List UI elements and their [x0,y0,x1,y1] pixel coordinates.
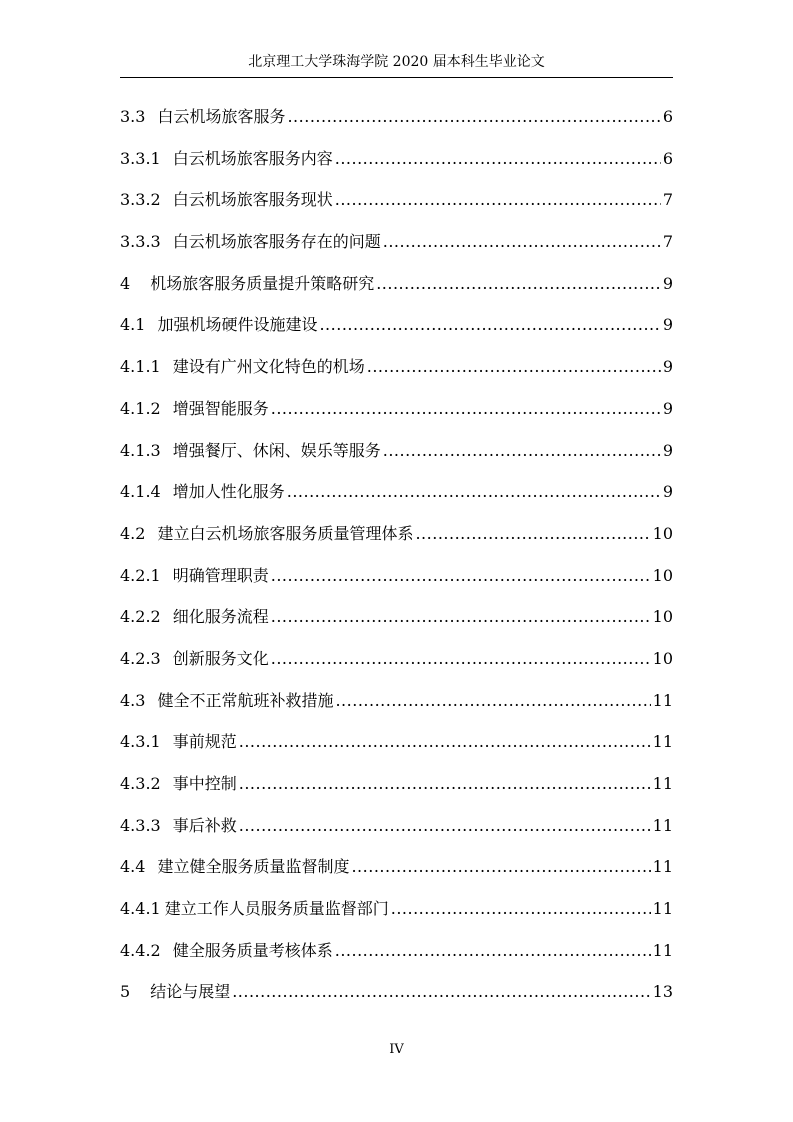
toc-entry-number: 4.2.3 [120,648,161,668]
toc-entry-number: 4.3 [120,690,146,710]
toc-leader-dots [287,471,661,513]
toc-leader-dots [391,888,651,930]
toc-entry-page: 9 [662,273,673,293]
toc-entry-title: 加强机场硬件设施建设 [157,315,318,335]
toc-entry-number: 4.3.1 [120,732,161,752]
toc-entry-page: 6 [662,107,673,126]
toc-entry-number: 4.4.1 [120,899,161,919]
toc-entry-page: 11 [652,690,673,710]
toc-entry-title: 白云机场旅客服务存在的问题 [172,232,381,252]
toc-entry-title: 健全服务质量考核体系 [172,940,333,960]
toc-leader-dots [383,221,661,263]
toc-leader-dots [271,555,651,597]
toc-entry-number: 4.1.1 [120,357,161,377]
toc-entry-number: 4.1.4 [120,482,161,502]
toc-leader-dots [383,430,661,472]
toc-entry-number: 3.3.1 [120,148,161,168]
toc-entry[interactable] [120,721,673,763]
toc-leader-dots [239,721,651,763]
toc-entry-title: 白云机场旅客服务内容 [172,148,333,168]
toc-entry-page: 11 [652,857,673,877]
toc-entry[interactable] [120,179,673,221]
header-divider [120,77,673,78]
toc-leader-dots [319,304,660,346]
toc-entry-title: 明确管理职责 [172,565,269,585]
toc-entry[interactable] [120,471,673,513]
toc-entry[interactable] [120,680,673,722]
toc-entry[interactable] [120,805,673,847]
toc-entry-page: 10 [652,523,673,543]
toc-entry[interactable] [120,638,673,680]
toc-entry[interactable] [120,888,673,930]
toc-entry-page: 11 [652,899,673,919]
toc-leader-dots [376,263,661,305]
toc-entry-number: 4.2.2 [120,607,161,627]
toc-entry[interactable] [120,846,673,888]
toc-entry-page: 9 [662,398,673,418]
toc-leader-dots [287,96,660,138]
toc-entry[interactable] [120,555,673,597]
toc-leader-dots [271,388,661,430]
toc-entry-title: 建立健全服务质量监督制度 [157,857,350,877]
toc-entry-title: 机场旅客服务质量提升策略研究 [150,273,375,293]
toc-entry-page: 9 [662,440,673,460]
toc-entry[interactable] [120,138,673,180]
toc-entry-number: 4.3.2 [120,774,161,793]
toc-entry-page: 6 [662,148,673,168]
toc-leader-dots [351,846,650,888]
toc-entry-number: 4.1 [120,315,146,335]
toc-entry-number: 3.3.3 [120,232,161,252]
toc-entry-title: 健全不正常航班补救措施 [157,690,334,710]
toc-entry-title: 事后补救 [172,815,237,835]
toc-entry-page: 10 [652,565,673,585]
toc-entry-number: 4.4.2 [120,940,161,960]
toc-entry-title: 事前规范 [172,732,237,752]
toc-entry-title: 事中控制 [172,774,237,793]
toc-entry[interactable] [120,221,673,263]
toc-entry[interactable] [120,596,673,638]
toc-leader-dots [335,138,661,180]
toc-entry-title: 白云机场旅客服务 [157,107,286,126]
toc-entry-title: 结论与展望 [150,982,231,1002]
toc-entry-page: 10 [652,607,673,627]
toc-entry-title: 细化服务流程 [172,607,269,627]
toc-leader-dots [335,179,661,221]
toc-entry-title: 白云机场旅客服务现状 [172,190,333,210]
toc-entry-title: 建立白云机场旅客服务质量管理体系 [157,523,414,543]
toc-entry[interactable] [120,513,673,555]
toc-entry[interactable] [120,930,673,972]
toc-entry-title: 增强智能服务 [172,398,269,418]
toc-entry[interactable] [120,96,673,138]
toc-entry-number: 4.4 [120,857,146,877]
toc-entry[interactable] [120,388,673,430]
toc-leader-dots [367,346,661,388]
toc-leader-dots [271,638,651,680]
toc-entry-number: 4.2 [120,523,146,543]
toc-entry-page: 10 [652,648,673,668]
toc-entry-page: 11 [652,815,673,835]
toc-leader-dots [232,971,650,1013]
running-header: 北京理工大学珠海学院 2020 届本科生毕业论文 [248,54,545,70]
toc-leader-dots [335,930,651,972]
toc-entry-page: 7 [662,190,673,210]
toc-entry[interactable] [120,304,673,346]
toc-entry-page: 9 [662,315,673,335]
toc-leader-dots [239,805,651,847]
toc-entry-title: 创新服务文化 [172,648,269,668]
toc-entry-page: 11 [652,940,673,960]
toc-entry-title: 增加人性化服务 [172,482,285,502]
toc-entry[interactable] [120,971,673,1013]
toc-entry[interactable] [120,263,673,305]
toc-leader-dots [335,680,650,722]
table-of-contents [120,96,673,1013]
toc-entry-number: 4 [120,273,131,293]
toc-entry-number: 4.1.3 [120,440,161,460]
toc-leader-dots [415,513,650,555]
toc-entry-number: 3.3 [120,107,146,126]
toc-entry-title: 增强餐厅、休闲、娱乐等服务 [172,440,381,460]
toc-entry[interactable] [120,763,673,805]
toc-entry-number: 3.3.2 [120,190,161,210]
toc-leader-dots [271,596,651,638]
toc-entry-page: 9 [662,482,673,502]
toc-entry-number: 4.1.2 [120,398,161,418]
toc-entry[interactable] [120,346,673,388]
toc-entry-page: 9 [662,357,673,377]
toc-entry-page: 7 [662,232,673,252]
toc-leader-dots [239,763,651,805]
toc-entry-number: 4.3.3 [120,815,161,835]
toc-entry-page: 11 [652,732,673,752]
toc-entry-number: 4.2.1 [120,565,161,585]
page-number: IV [389,1042,404,1057]
toc-entry-title: 建设有广州文化特色的机场 [172,357,365,377]
toc-entry-title: 建立工作人员服务质量监督部门 [164,899,389,919]
toc-entry-page: 11 [652,774,673,793]
toc-entry-number: 5 [120,982,131,1002]
toc-entry[interactable] [120,430,673,472]
toc-entry-page: 13 [652,982,673,1002]
